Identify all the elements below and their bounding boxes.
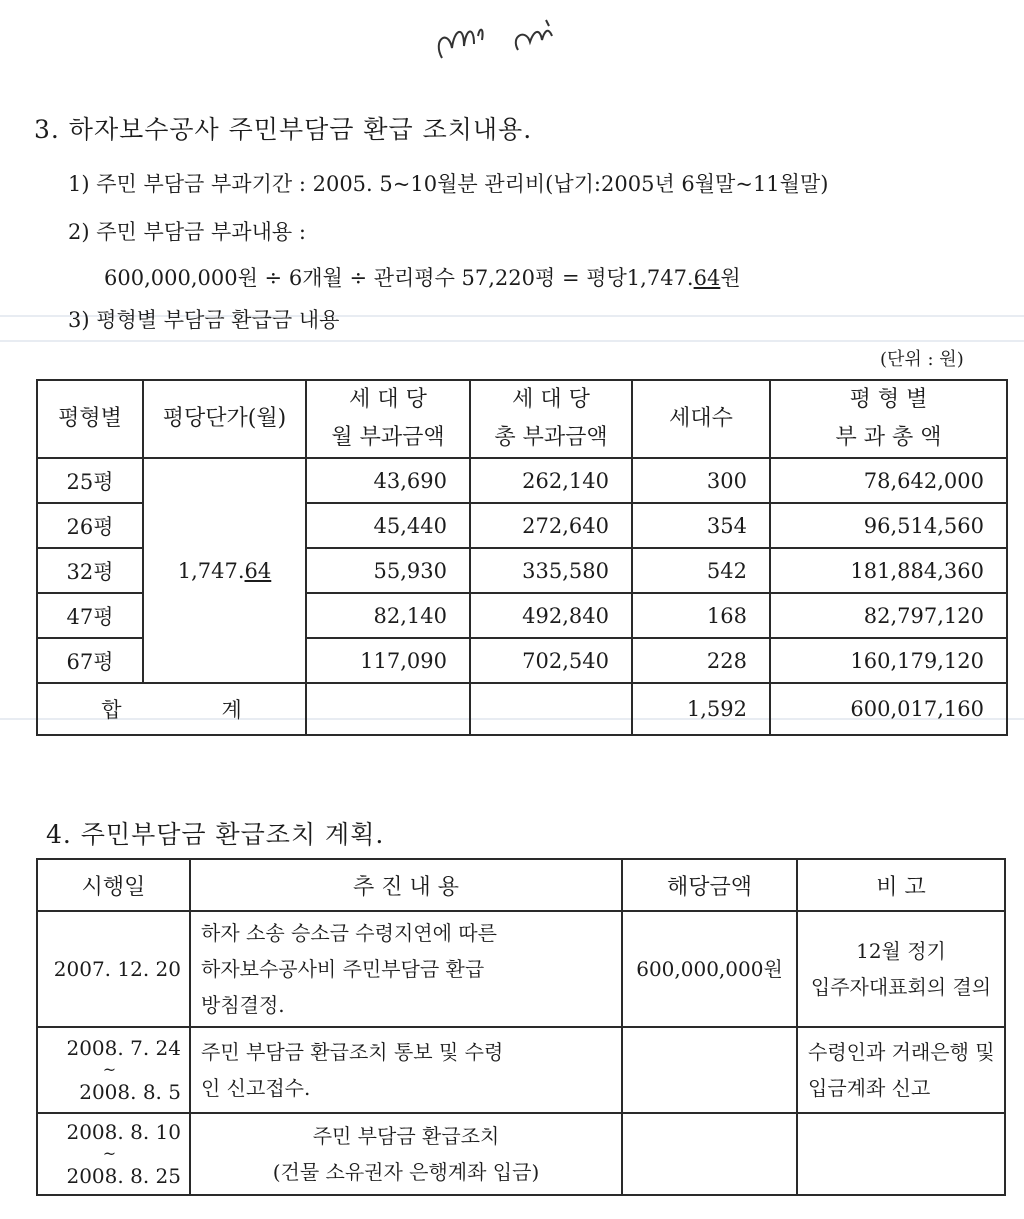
cell-households: 300 (632, 458, 770, 503)
cell-size: 32평 (37, 548, 143, 593)
formula-prefix: 600,000,000원 ÷ 6개월 ÷ 관리평수 57,220평 = 평당1,747. (104, 266, 694, 290)
cell-content: 주민 부담금 환급조치 통보 및 수령 인 신고접수. (190, 1027, 622, 1113)
cost-formula (104, 262, 741, 292)
cell-monthly: 117,090 (306, 638, 470, 683)
cell-unit-price: 1,747.64 (143, 458, 306, 683)
table-row (37, 1113, 1005, 1195)
cell-monthly: 43,690 (306, 458, 470, 503)
cell-households: 354 (632, 503, 770, 548)
sum-households: 1,592 (632, 683, 770, 735)
table-row (37, 458, 1007, 503)
header-monthly: 세 대 당 월 부과금액 (306, 380, 470, 458)
cell-grand: 96,514,560 (770, 503, 1007, 548)
cell-total: 492,840 (470, 593, 632, 638)
item-1-value: 2005. 5~10월분 관리비(납기:2005년 6월말~11월말) (312, 172, 829, 196)
sum-row (37, 683, 1007, 735)
header-amount: 해당금액 (622, 859, 797, 911)
scan-artifact (0, 340, 1024, 342)
section-4-title: 4. 주민부담금 환급조치 계획. (46, 820, 385, 849)
handwritten-signature (430, 10, 570, 70)
cell-amount-empty (622, 1027, 797, 1113)
cell-total: 335,580 (470, 548, 632, 593)
header-note: 비 고 (797, 859, 1005, 911)
table-row (37, 1027, 1005, 1113)
item-2-label: 2) 주민 부담금 부과내용 : (68, 220, 306, 244)
header-total: 세 대 당 총 부과금액 (470, 380, 632, 458)
formula-suffix: 원 (720, 266, 741, 290)
cell-monthly: 55,930 (306, 548, 470, 593)
cell-note-empty (797, 1113, 1005, 1195)
cell-amount: 600,000,000원 (622, 911, 797, 1027)
item-1-label: 1) 주민 부담금 부과기간 : (68, 172, 306, 196)
cell-size: 67평 (37, 638, 143, 683)
cell-total: 262,140 (470, 458, 632, 503)
cell-households: 168 (632, 593, 770, 638)
item-3-label: 3) 평형별 부담금 환급금 내용 (68, 308, 340, 332)
cell-date-range: 2008. 7. 24 ~ 2008. 8. 5 (37, 1027, 190, 1113)
cell-content: 하자 소송 승소금 수령지연에 따른 하자보수공사비 주민부담금 환급 방침결정. (190, 911, 622, 1027)
table-row (37, 911, 1005, 1027)
header-grand-total: 평 형 별 부 과 총 액 (770, 380, 1007, 458)
cell-total: 272,640 (470, 503, 632, 548)
table-header-row (37, 859, 1005, 911)
header-date: 시행일 (37, 859, 190, 911)
sum-total-empty (470, 683, 632, 735)
cell-households: 228 (632, 638, 770, 683)
cell-monthly: 82,140 (306, 593, 470, 638)
refund-plan-table (36, 858, 1006, 1196)
cell-content: 주민 부담금 환급조치 (건물 소유권자 은행계좌 입금) (190, 1113, 622, 1195)
cell-size: 47평 (37, 593, 143, 638)
table-header-row (37, 380, 1007, 458)
cell-date: 2007. 12. 20 (37, 911, 190, 1027)
item-1 (68, 168, 828, 198)
cell-grand: 160,179,120 (770, 638, 1007, 683)
header-households: 세대수 (632, 380, 770, 458)
sum-monthly-empty (306, 683, 470, 735)
header-unit-price: 평당단가(월) (143, 380, 306, 458)
formula-underlined: 64 (693, 266, 721, 290)
sum-label: 합 계 (37, 683, 306, 735)
refund-by-size-table (36, 379, 1008, 736)
cell-note: 12월 정기 입주자대표회의 결의 (797, 911, 1005, 1027)
cell-amount-empty (622, 1113, 797, 1195)
unit-note: (단위 : 원) (880, 349, 964, 370)
cell-monthly: 45,440 (306, 503, 470, 548)
header-size: 평형별 (37, 380, 143, 458)
cell-grand: 82,797,120 (770, 593, 1007, 638)
cell-date-range: 2008. 8. 10 ~ 2008. 8. 25 (37, 1113, 190, 1195)
sum-grand: 600,017,160 (770, 683, 1007, 735)
header-content: 추 진 내 용 (190, 859, 622, 911)
cell-grand: 78,642,000 (770, 458, 1007, 503)
cell-note: 수령인과 거래은행 및 입금계좌 신고 (797, 1027, 1005, 1113)
section-3-title: 3. 하자보수공사 주민부담금 환급 조치내용. (34, 115, 533, 144)
cell-size: 26평 (37, 503, 143, 548)
cell-households: 542 (632, 548, 770, 593)
cell-grand: 181,884,360 (770, 548, 1007, 593)
cell-total: 702,540 (470, 638, 632, 683)
cell-size: 25평 (37, 458, 143, 503)
